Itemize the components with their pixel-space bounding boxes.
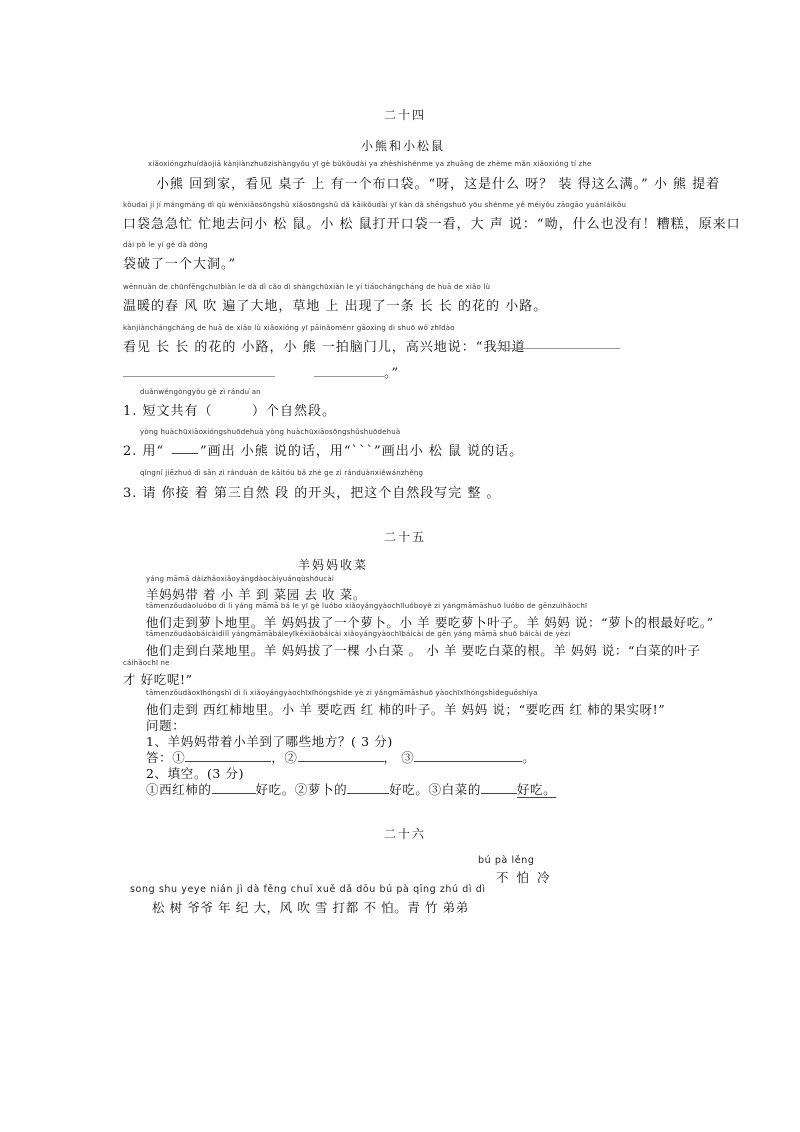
answer-blank-1[interactable] [185, 749, 271, 762]
text-line: 温暖的春 风 吹 遍了大地，草地 上 出现了一条 长 长 的花的 小路。 [123, 299, 548, 314]
text-line: 口袋急急忙 忙地去问小 松 鼠。小 松 鼠打开口袋一看，大 声 说：“呦，什么也没有！糟糕，原来口 [123, 217, 741, 232]
fill-part-b: 好吃。②萝卜的 [255, 782, 348, 797]
answer-end: 。 [522, 750, 536, 765]
fill-part-a: ①西红柿的 [146, 782, 212, 797]
question-1-part-b: ）个自然段。 [252, 404, 337, 419]
pinyin-line: tāmenzǒudàoluóbo dì li yáng māmā bá le yī gè luóbo xiǎoyángyàochīluóboyè zi yángmāmāshuō luóbo de gēnzuìhǎochī [146, 602, 588, 610]
text-line: 看见 长 长 的花的 小路，小 熊 一拍脑门儿，高兴地说：“我知道 [123, 340, 526, 355]
question-1-part-a: 1. 短文共有（ [123, 404, 213, 419]
text-line: 他们走到白菜地里。羊 妈妈拔了一棵 小白菜 。 小 羊 要吃白菜的根。羊 妈妈 说：“白菜的叶子 [146, 643, 701, 658]
fill-part-d: 好吃。 [516, 782, 557, 797]
answer-blank-line[interactable] [123, 376, 275, 377]
question-3: 3. 请 你接 着 第三自然 段 的开头，把这个自然段写完 整 。 [123, 486, 501, 501]
section-heading-24: 二十四 [384, 108, 427, 122]
answer-blank-line[interactable] [496, 348, 620, 349]
text-line: 他们走到萝卜地里。羊 妈妈拔了一个萝卜。小 羊 要吃萝卜叶子。羊 妈妈 说：“萝卜的根最好吃。” [146, 615, 714, 630]
text-line: 不 怕 冷 [496, 870, 552, 885]
pinyin-line: tāmenzǒudàoxīhóngshì dì li xiǎoyángyàochīxīhóngshìde yè zi yángmāmāshuō yàochīxīhóngshìdeguǒshíya [146, 689, 538, 697]
pinyin-line: duǎnwéngòngyǒu gè zì rándu ̀an [140, 388, 261, 396]
pinyin-line: yòng huàchūxiǎoxióngshuōdehuà yòng huàchūxiǎosōngshǔshuōdehuà [140, 428, 401, 436]
story-title-24: 小熊和小松鼠 [361, 139, 446, 153]
answer-sep-2: ，② [271, 750, 298, 765]
section-heading-26: 二十六 [384, 827, 427, 841]
text-line: 才 好吃呢!” [123, 672, 193, 687]
pinyin-line: xiǎoxióngzhuídàojiā kànjiànzhuōzishàngyǒu yī gè bùkǒudài ya zhèshìshénme ya zhuāng de zhème mǎn xiǎoxióng tí zhe [148, 160, 592, 168]
fill-line [146, 780, 556, 798]
pinyin-line: bú pà lěng [478, 855, 535, 866]
text-line: 他们走到 西红柿地里。小 羊 要吃西 红 柿的叶子。羊 妈妈 说；“要吃西 红 柿的果实呀!” [146, 702, 666, 717]
answer-label: 答：① [146, 750, 186, 765]
text-line: 袋破了一个大洞。” [123, 257, 237, 272]
pinyin-line: wēnnuǎn de chūnfēngchuībiàn le dà dì cǎo dì shàngchūxiàn le yí tiáochángcháng de huā de xiǎo lù [123, 283, 491, 291]
question-2: 2、填空。(3 分) [146, 766, 245, 781]
story-title-25: 羊妈妈收菜 [298, 558, 369, 572]
fill-blank-1[interactable] [212, 781, 256, 794]
answer-blank-3[interactable] [414, 749, 522, 762]
underline-mark [172, 453, 198, 454]
pinyin-line: tāmenzǒudàobáicàidìlǐ yángmāmābáleyīkēxiǎobáicài xiǎoyángyàochībáicài de gēn yáng māmā shuō báicài de yèzi [146, 630, 571, 638]
text-line: 松 树 爷爷 年 纪 大，风 吹 雪 打都 不 怕。青 竹 弟弟 [152, 900, 469, 915]
questions-label: 问题： [146, 718, 186, 733]
question-2-part-a: 2. 用“ [123, 444, 165, 459]
fill-blank-3[interactable] [481, 781, 517, 794]
pinyin-line: qǐngnǐ jiēzhuó dì sān zì ránduàn de kāitóu bǎ zhè ge zì ránduànxiěwánzhěng [140, 469, 424, 477]
pinyin-line: kǒudai jí jí mángmáng dì qù wènxiǎosōngshǔ xiǎosōngshǔ dǎ kāikǒudài yī kàn dà shēngshuō yōu shénme yě méiyǒu zāogāo yuánláikǒu [123, 201, 627, 209]
section-heading-25: 二十五 [384, 530, 427, 544]
pinyin-line: song shu yeye nián jì dà fēng chuī xuě dǎ dōu bú pà qīng zhú dì dì [130, 884, 486, 895]
pinyin-line: cáihǎochī ne [123, 659, 170, 667]
question-1: 1、羊妈妈带着小羊到了哪些地方？( 3 分) [146, 734, 393, 749]
question-2-part-b: ”画出 小熊 说的话，用“ˋˋˋ”画出小 松 鼠 说的话。 [200, 444, 524, 459]
pinyin-line: yáng māmā dàizhǎoxiǎoyángdàocàiyuánqùshōucài [146, 575, 335, 583]
fill-part-c: 好吃。③白菜的 [389, 782, 481, 797]
answer-sep-3: ， ③ [383, 750, 415, 765]
fill-blank-2[interactable] [347, 781, 389, 794]
pinyin-line: dài pò le yí gè dà dòng [123, 241, 208, 249]
text-line: 小熊 回到家，看见 桌子 上 有一个布口袋。“呀，这是什么 呀？ 装 得这么满。” 小 熊 提着 [156, 177, 721, 192]
text-line: 羊妈妈带 着 小 羊 到 菜园 去 收 菜。 [146, 587, 366, 602]
answer-blank-line[interactable] [314, 376, 384, 377]
answer-blank-2[interactable] [298, 749, 384, 762]
text-line: 。” [384, 366, 400, 381]
pinyin-line: kànjiànchángcháng de huā de xiǎo lù xiǎoxióng yī pāinǎoménr gāoxìng di shuō wǒ zhīdào [123, 324, 455, 332]
